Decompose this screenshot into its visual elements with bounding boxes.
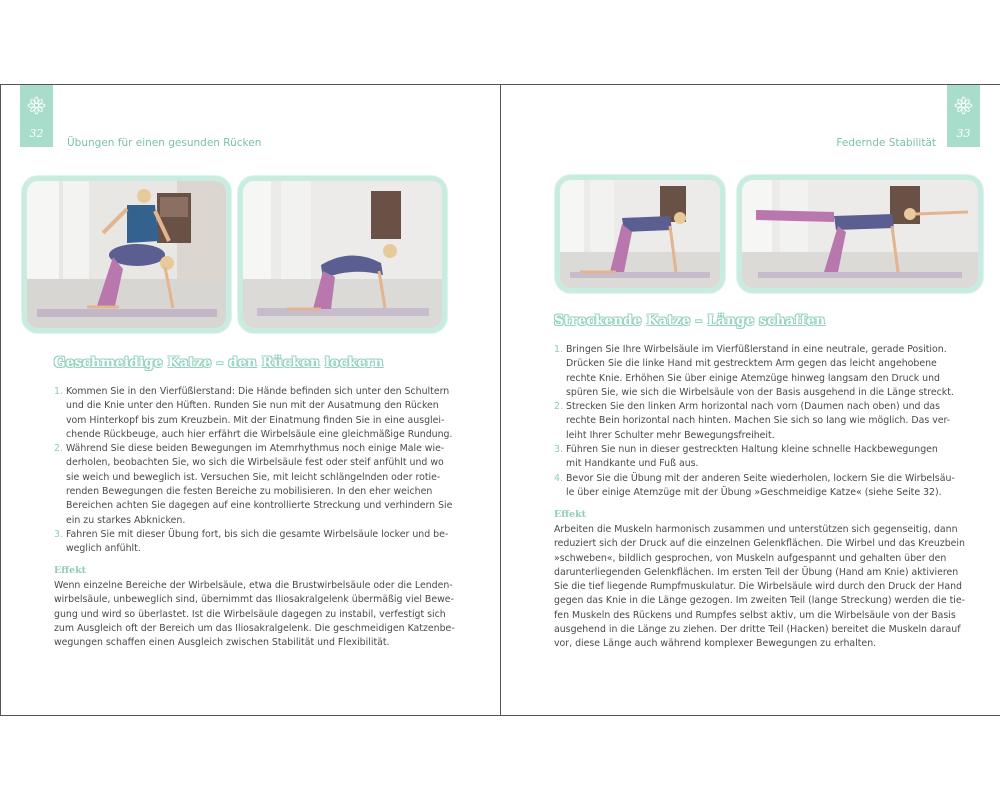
exercise-photo-assisted-cat [22,176,231,333]
step-item [54,442,474,528]
effekt-text-line: reduziert sich der Druck auf die einzelnen Gelenkflächen. Die Wirbel und das Kreuzbein [554,538,965,550]
exercise-photo-tabletop [555,175,725,293]
step-text-line: sie weich und beweglich ist. Versuchen Sie, mit leicht schlängelnden oder rotie- [66,471,441,483]
step-number: 1. [554,344,563,355]
book-spread [0,84,1000,716]
effekt-label: Effekt [554,509,587,520]
effekt-text-line: Sie die tief liegende Rumpfmuskulatur. Die Wirbelsäule wird durch den Druck der Hand [554,581,962,593]
effekt-paragraph [54,579,474,650]
effekt-text-line: darunterliegenden Gelenkflächen. Im ersten Teil der Übung (Hand am Knie) aktivieren [554,566,959,578]
step-text-line: Fahren Sie mit dieser Übung fort, bis sich die gesamte Wirbelsäule locker und be- [66,528,449,540]
step-number: 3. [54,528,63,540]
step-text-line: rechte Bein horizontal nach hinten. Machen Sie sich so lang wie möglich. Das ver- [566,415,951,427]
exercise-photo-bird-dog [737,175,983,293]
effekt-text-line: vor, diese Länge auch während komplexer Bewegungen zu erhalten. [554,638,877,650]
step-text-line: renden Bewegungen die festen Bereiche zu mobilisieren. In den eher weichen [66,486,433,498]
step-item [54,528,474,557]
effekt-text-line: »schweben«, bildlich gesprochen, von Muskeln aufgespannt und gehalten über den [554,552,947,564]
step-item [554,343,974,400]
page-tab-left [20,85,53,147]
running-head: Übungen für einen gesunden Rücken [67,137,262,149]
exercise-photo-cat-pose [238,176,447,333]
effekt-text-line: ausgehend in die Länge zu ziehen. Der dritte Teil (Hacken) bereitet die Muskeln darauf [554,624,961,636]
step-text-line: vom Hinterkopf bis zum Kreuzbein. Mit der Einatmung finden Sie in eine ausglei- [66,414,445,426]
page-number: 32 [29,127,44,140]
step-text-line: Führen Sie nun in dieser gestreckten Haltung kleine schnelle Hackbewegungen [566,444,938,456]
running-head: Federnde Stabilität [836,137,936,149]
effekt-text-line: gung und wird so überlastet. Ist die Wirbelsäule dagegen zu instabil, verfestigt sich [54,608,446,620]
step-text-line: ein zu starkes Abknicken. [66,514,186,526]
step-text-line: Bereichen achten Sie dagegen auf eine kontrollierte Streckung und verhindern Sie [66,500,453,512]
step-text-line: derholen, beobachten Sie, wo sich die Wirbelsäule fest oder steif anfühlt und wo [66,457,444,469]
step-number: 2. [554,401,563,413]
step-number: 4. [554,472,563,484]
step-text-line: chende Rückbeuge, auch hier erfährt die Wirbelsäule eine gleichmäßige Rundung. [66,428,453,440]
effekt-text-line: Wenn einzelne Bereiche der Wirbelsäule, etwa die Brustwirbelsäule oder die Lenden- [54,580,453,591]
step-text-line: und die Knie unter den Hüften. Runden Sie nun mit der Ausatmung den Rücken [66,400,439,412]
step-text-line: Strecken Sie den linken Arm horizontal nach vorn (Daumen nach oben) und das [566,401,941,413]
effekt-text-line: fen Muskeln des Rückens und Rumpfes selbst aktiv, um die Wirbelsäule von der Basis [554,609,956,621]
effekt-text-line: wirbelsäule, unbeweglich sind, übernimmt das Iliosakralgelenk übermäßig viel Bewe- [54,594,454,606]
step-number: 2. [54,443,63,455]
step-text-line: weglich anfühlt. [66,543,141,555]
lotus-mandala-icon [953,95,974,116]
step-text-line: Drücken Sie die linke Hand mit gestrecktem Arm gegen das leicht angehobene [566,358,937,370]
lotus-mandala-icon [26,95,47,116]
step-text-line: Während Sie diese beiden Bewegungen im Atemrhythmus noch einige Male wie- [66,443,445,455]
exercise-steps-list [54,385,474,557]
step-item [554,472,974,501]
exercise-heading: Geschmeidige Katze – den Rücken lockern [54,355,384,371]
effekt-text-line: gegen das Knie in die Länge gezogen. Im zweiten Teil (lange Streckung) werden die tie- [554,595,966,607]
effekt-text-line: wegungen schaffen einen Ausgleich zwischen Stabilität und Flexibilität. [54,637,390,649]
step-text-line: Bevor Sie die Übung mit der anderen Seite wiederholen, lockern Sie die Wirbelsäu- [566,472,955,484]
step-text-line: mit Handkante und Fuß aus. [566,458,699,470]
step-text-line: rechte Knie. Erhöhen Sie über einige Atemzüge hinweg langsam den Druck und [566,372,940,384]
step-text-line: le über einige Atemzüge mit der Übung »Geschmeidige Katze« (siehe Seite 32). [566,486,942,498]
effekt-label: Effekt [54,565,87,576]
exercise-steps-list [554,343,974,500]
exercise-heading: Streckende Katze – Länge schaffen [554,313,826,329]
step-item [554,443,974,472]
step-text-line: Kommen Sie in den Vierfüßlerstand: Die Hände befinden sich unter den Schultern [66,386,450,397]
effekt-paragraph [554,523,974,652]
page-number: 33 [956,127,971,140]
step-text-line: leiht Ihrer Schulter mehr Bewegungsfreiheit. [566,429,775,441]
step-item [54,385,474,442]
left-page [0,84,501,716]
step-number: 1. [54,386,63,397]
right-page [500,84,1000,716]
step-text-line: Bringen Sie Ihre Wirbelsäule im Vierfüßlerstand in eine neutrale, gerade Position. [566,344,947,355]
step-text-line: spüren Sie, wie sich die Wirbelsäule von der Basis ausgehend in die Länge streckt. [566,386,954,398]
page-tab-right [947,85,980,147]
effekt-text-line: zum Ausgleich oft der Bereich um das Iliosakralgelenk. Die geschmeidigen Katzenbe- [54,622,455,634]
step-item [554,400,974,443]
effekt-text-line: Arbeiten die Muskeln harmonisch zusammen und unterstützen sich gegenseitig, dann [554,524,958,535]
step-number: 3. [554,444,563,456]
